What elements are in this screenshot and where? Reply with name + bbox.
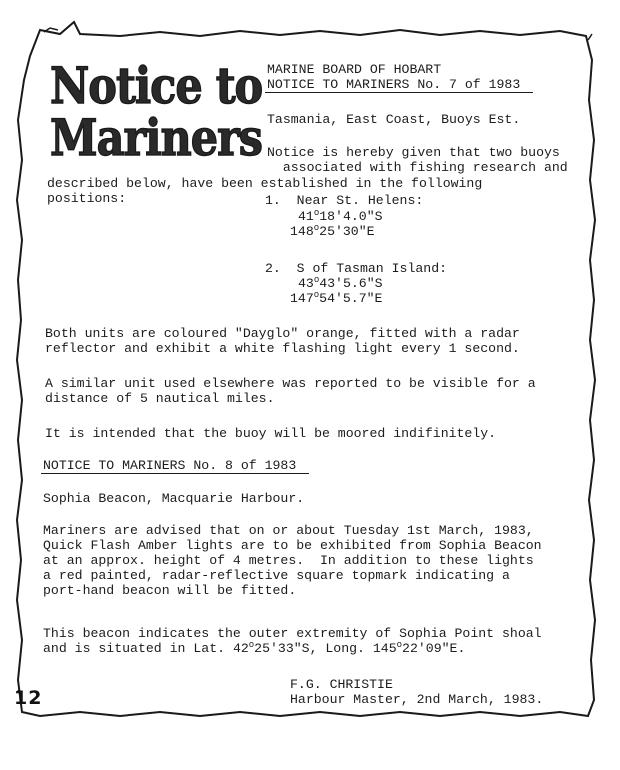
notice-7-para-2-line-1: A similar unit used elsewhere was reported to be visible for a xyxy=(45,376,536,391)
notice-7-para-2-line-2: distance of 5 nautical miles. xyxy=(45,391,275,406)
signature-name: F.G. CHRISTIE xyxy=(290,677,393,692)
notice-7-intro-line-3: described below, have been established in the following xyxy=(47,176,483,191)
notice-7-location: Tasmania, East Coast, Buoys Est. xyxy=(267,112,521,127)
notice-7-intro-line-2: associated with fishing research and xyxy=(267,160,568,175)
org-heading: MARINE BOARD OF HOBART xyxy=(267,62,442,77)
position-1-lat: 41$^o$18'4.0"S xyxy=(298,208,383,224)
header-rule xyxy=(265,92,533,93)
notice-8-para-2-line-1: This beacon indicates the outer extremity of Sophia Point shoal xyxy=(43,626,542,641)
notice-7-intro-line-1: Notice is hereby given that two buoys xyxy=(267,145,560,160)
notice-8-para-1-line-4: a red painted, radar-reflective square topmark indicating a xyxy=(43,568,510,583)
position-1-label: 1. Near St. Helens: xyxy=(265,193,424,208)
notice-7-para-3: It is intended that the buoy will be moored indifinitely. xyxy=(45,426,497,441)
notice-8-para-1-line-2: Quick Flash Amber lights are to be exhibited from Sophia Beacon xyxy=(43,538,542,553)
position-2-label: 2. S of Tasman Island: xyxy=(265,261,448,276)
notice-8-location: Sophia Beacon, Macquarie Harbour. xyxy=(43,491,305,506)
masthead-title xyxy=(50,58,263,168)
notice-8-para-1-line-1: Mariners are advised that on or about Tuesday 1st March, 1983, xyxy=(43,523,534,538)
masthead-line-2: Mariners xyxy=(50,110,262,168)
notice-7-intro-line-4: positions: xyxy=(47,191,127,206)
notice-8-title: NOTICE TO MARINERS No. 8 of 1983 xyxy=(43,458,297,473)
notice-8-rule xyxy=(41,473,309,474)
position-1-lon: 148$^o$25'30"E xyxy=(290,223,375,239)
notice-8-para-1-line-3: at an approx. height of 4 metres. In addition to these lights xyxy=(43,553,534,568)
page-number: 12 xyxy=(14,687,43,709)
position-2-lat: 43$^o$43'5.6"S xyxy=(298,275,383,291)
position-2-lon: 147$^o$54'5.7"E xyxy=(290,290,383,306)
notice-8-para-1-line-5: port-hand beacon will be fitted. xyxy=(43,583,297,598)
notice-7-para-1-line-1: Both units are coloured "Dayglo" orange, fitted with a radar xyxy=(45,326,520,341)
notice-7-para-1-line-2: reflector and exhibit a white flashing light every 1 second. xyxy=(45,341,520,356)
masthead-line-1: Notice to xyxy=(50,58,263,116)
signature-title: Harbour Master, 2nd March, 1983. xyxy=(290,692,544,707)
notice-7-title: NOTICE TO MARINERS No. 7 of 1983 xyxy=(267,77,521,92)
notice-8-para-2-line-2: and is situated in Lat. 42$^o$25'33"S, Long. 145$^o$22'09"E. xyxy=(43,640,466,656)
